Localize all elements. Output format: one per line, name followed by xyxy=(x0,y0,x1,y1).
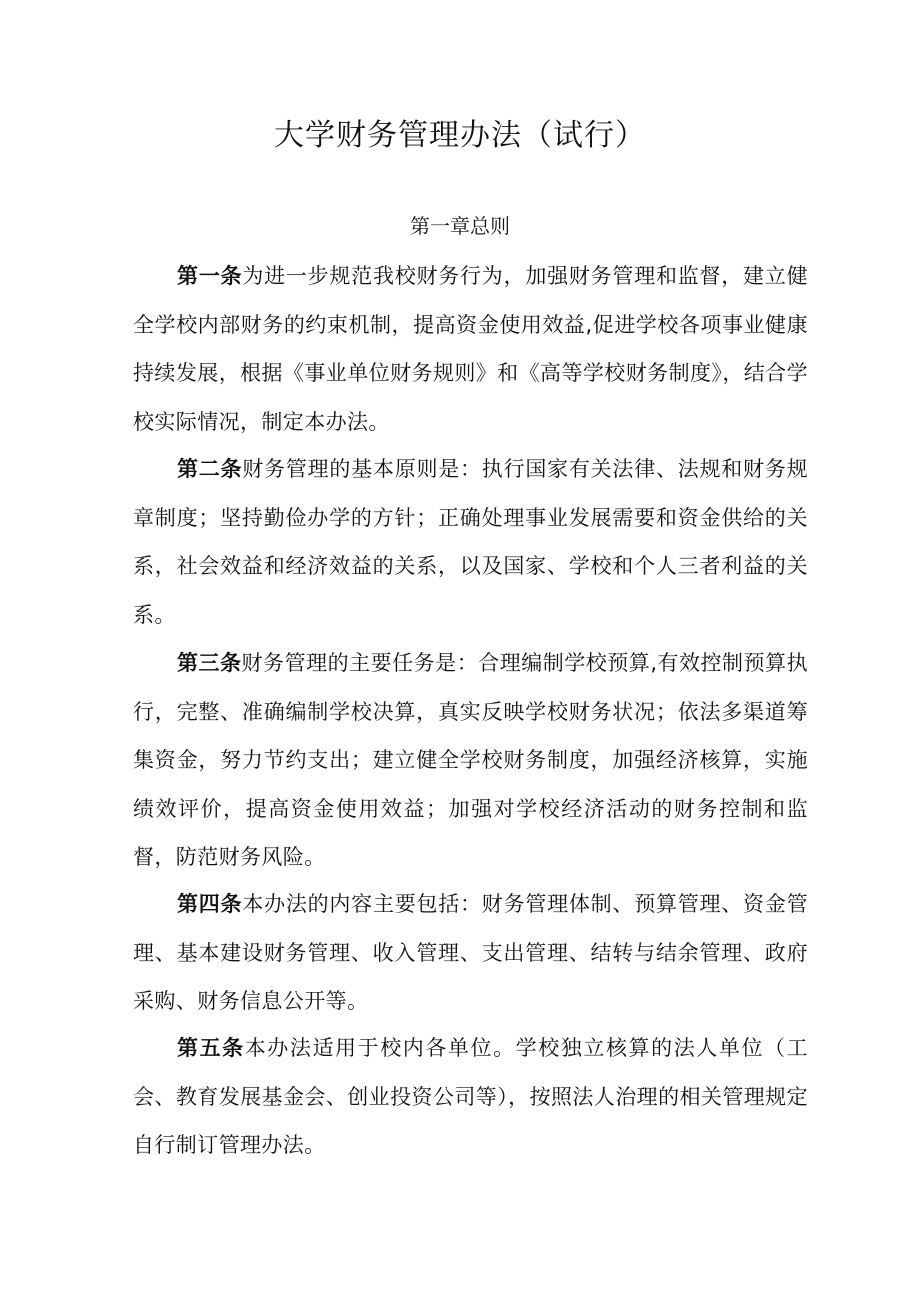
article-label: 第四条 xyxy=(177,892,243,916)
article-4 xyxy=(133,880,808,1026)
article-label: 第一条 xyxy=(177,264,243,288)
article-1 xyxy=(133,252,808,446)
article-label: 第三条 xyxy=(177,651,242,675)
article-text: 本办法适用于校内各单位。学校独立核算的法人单位（工会、教育发展基金会、创业投资公司等），按照法人治理的相关管理规定自行制订管理办法。 xyxy=(133,1036,808,1157)
article-text: 财务管理的主要任务是：合理编制学校预算,有效控制预算执行，完整、准确编制学校决算，真实反映学校财务状况；依法多渠道筹集资金，努力节约支出；建立健全学校财务制度，加强经济核算，实施绩效评价，提高资金使用效益；加强对学校经济活动的财务控制和监督，防范财务风险。 xyxy=(133,651,808,869)
article-5 xyxy=(133,1024,808,1170)
article-text: 为进一步规范我校财务行为，加强财务管理和监督，建立健全学校内部财务的约束机制，提高资金使用效益,促进学校各项事业健康持续发展，根据《事业单位财务规则》和《高等学校财务制度》，结合学校实际情况，制定本办法。 xyxy=(133,264,809,434)
article-text: 财务管理的基本原则是：执行国家有关法律、法规和财务规章制度；坚持勤俭办学的方针；正确处理事业发展需要和资金供给的关系，社会效益和经济效益的关系，以及国家、学校和个人三者利益的关系。 xyxy=(133,457,809,627)
article-label: 第二条 xyxy=(177,457,243,481)
article-3 xyxy=(133,639,808,882)
article-label: 第五条 xyxy=(177,1036,245,1060)
chapter-heading: 第一章总则 xyxy=(410,214,510,238)
article-text: 本办法的内容主要包括：财务管理体制、预算管理、资金管理、基本建设财务管理、收入管理、支出管理、结转与结余管理、政府采购、财务信息公开等。 xyxy=(133,892,809,1013)
document-title: 大学财务管理办法（试行） xyxy=(274,118,646,153)
article-2 xyxy=(133,445,808,639)
